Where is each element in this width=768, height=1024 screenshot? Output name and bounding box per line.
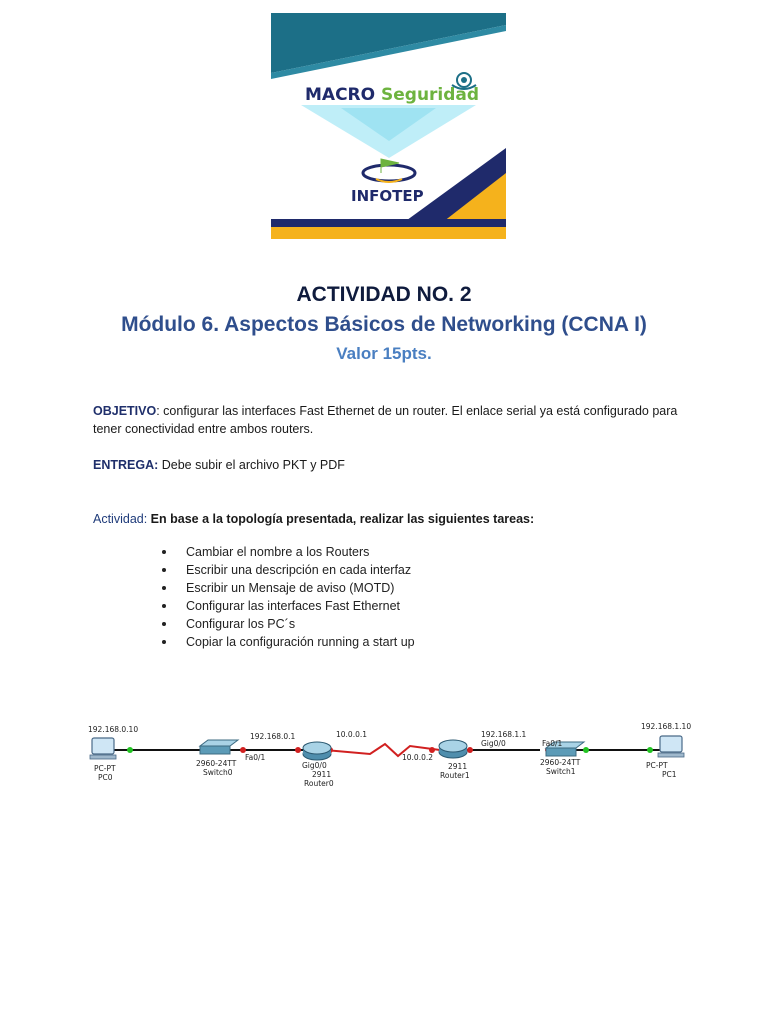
pc-monitor-icon [92, 738, 114, 754]
task-list [160, 543, 415, 651]
switch-body-icon [200, 746, 230, 754]
router0-name-label: Router0 [304, 779, 334, 788]
list-item: Escribir una descripción en cada interfaz [160, 561, 415, 579]
objective-label: OBJETIVO [93, 404, 157, 418]
activity-label: Actividad: [93, 512, 148, 526]
link-status-dot [467, 747, 473, 753]
switch0-name-label: Switch0 [203, 768, 233, 777]
switch0-model-label: 2960-24TT [196, 759, 237, 768]
router0-model-label: 2911 [312, 770, 332, 779]
link-status-dot [583, 747, 589, 753]
activity-title: ACTIVIDAD NO. 2 [296, 283, 472, 306]
pc-base-icon [90, 755, 116, 759]
pc0-name-label: PC0 [98, 773, 113, 782]
pc-monitor-icon [660, 736, 682, 752]
switch0-device[interactable] [200, 740, 238, 754]
logo-yellow-bar [271, 227, 506, 239]
list-item: Escribir un Mensaje de aviso (MOTD) [160, 579, 415, 597]
list-item: Configurar los PC´s [160, 615, 415, 633]
link-status-dot [647, 747, 653, 753]
pc0-ip-label: 192.168.0.10 [88, 725, 139, 734]
router1-name-label: Router1 [440, 771, 470, 780]
router1-serial-ip-label: 10.0.0.2 [402, 753, 434, 762]
points-value: Valor 15pts. [336, 344, 432, 363]
list-item: Cambiar el nombre a los Routers [160, 543, 415, 561]
list-item: Copiar la configuración running a start up [160, 633, 415, 651]
router0-lan-port-label: Gig0/0 [302, 761, 327, 770]
link-status-dot [127, 747, 133, 753]
logo-teal-band [271, 13, 506, 73]
router0-lan-ip-label: 192.168.0.1 [250, 732, 296, 741]
list-item: Configurar las interfaces Fast Ethernet [160, 597, 415, 615]
router0-serial-ip-label: 10.0.0.1 [336, 730, 368, 739]
delivery-text: Debe subir el archivo PKT y PDF [158, 458, 345, 472]
pc0-type-label: PC-PT [94, 764, 116, 773]
switch1-port-label: Fa0/1 [542, 739, 563, 748]
delivery-label: ENTREGA: [93, 458, 159, 472]
switch1-model-label: 2960-24TT [540, 758, 581, 767]
logo-institution: INFOTEP [351, 187, 424, 205]
objective-paragraph [93, 402, 693, 438]
document-header [0, 280, 768, 368]
logo-brand-prefix: MACRO [305, 85, 376, 105]
router1-lan-port-label: Gig0/0 [481, 739, 506, 748]
switch0-port-label: Fa0/1 [245, 753, 266, 762]
delivery-paragraph [93, 456, 693, 474]
pc1-name-label: PC1 [662, 770, 677, 779]
module-subtitle: Módulo 6. Aspectos Básicos de Networking (CCNA I) [121, 313, 647, 336]
pc1-type-label: PC-PT [646, 761, 668, 770]
router1-lan-ip-label: 192.168.1.1 [481, 730, 527, 739]
router0-device[interactable] [303, 742, 331, 760]
switch1-name-label: Switch1 [546, 767, 576, 776]
link-status-dot [295, 747, 301, 753]
router-top-icon [439, 740, 467, 752]
switch-body-icon [546, 748, 576, 756]
objective-text: : configurar las interfaces Fast Ethernet de un router. El enlace serial ya está configurado para tener conectividad entre ambos routers. [93, 404, 678, 436]
switch-icon [200, 740, 238, 746]
logo-navy-bar [271, 219, 506, 227]
router1-model-label: 2911 [448, 762, 468, 771]
router1-device[interactable] [439, 740, 467, 758]
pc1-device[interactable] [658, 736, 684, 757]
logo-seal-icon [452, 73, 476, 89]
pc0-device[interactable] [90, 738, 116, 759]
logo-graphic [271, 13, 506, 239]
macroseguridad-infotep-logo [271, 13, 506, 239]
activity-paragraph [93, 510, 693, 528]
infotep-emblem-icon [363, 159, 415, 182]
network-topology-diagram [80, 710, 700, 800]
activity-text: En base a la topología presentada, realizar las siguientes tareas: [147, 512, 535, 526]
router-top-icon [303, 742, 331, 754]
logo-brand-suffix: Seguridad [381, 85, 480, 105]
pc1-ip-label: 192.168.1.10 [641, 722, 692, 731]
pc-base-icon [658, 753, 684, 757]
